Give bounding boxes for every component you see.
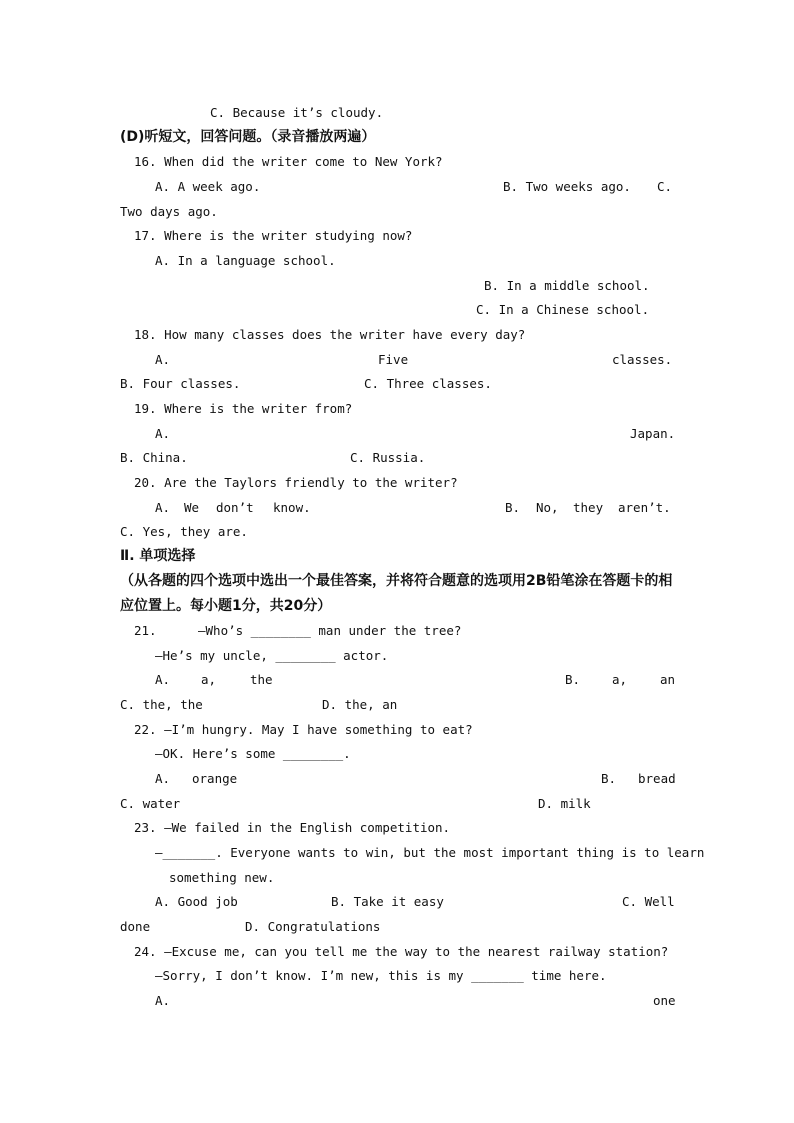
q22-option-b-label: B. xyxy=(601,771,617,786)
q18-option-b: B. Four classes. xyxy=(120,376,241,391)
q16-option-c-text: Two days ago. xyxy=(120,204,218,219)
q24-stem-line2: —Sorry, I don’t know. I’m new, this is my _______ time here. xyxy=(155,968,607,983)
q17-stem: 17. Where is the writer studying now? xyxy=(134,228,413,243)
q18-stem: 18. How many classes does the writer have every day? xyxy=(134,327,526,342)
q15-option-c: C. Because it’s cloudy. xyxy=(210,105,384,120)
q21-option-d: D. the, an xyxy=(322,697,398,712)
section-d-heading: (D)听短文，回答问题。（录音播放两遍） xyxy=(120,129,376,145)
q22-option-c: C. water xyxy=(120,796,181,811)
q23-stem-line3: something new. xyxy=(169,870,275,885)
q17-option-c: C. In a Chinese school. xyxy=(476,302,650,317)
q23-option-b: B. Take it easy xyxy=(331,894,444,909)
q22-option-a-text: orange xyxy=(192,771,238,786)
q23-option-a: A. Good job xyxy=(155,894,238,909)
q21-option-b-word1: a, xyxy=(612,672,628,687)
q18-option-c: C. Three classes. xyxy=(364,376,492,391)
q18-option-a-word1: Five xyxy=(378,352,409,367)
q20-option-c: C. Yes, they are. xyxy=(120,524,248,539)
q24-option-a-text: one xyxy=(653,993,676,1008)
q19-option-a-text: Japan. xyxy=(630,426,676,441)
q19-option-c: C. Russia. xyxy=(350,450,426,465)
q22-option-a-label: A. xyxy=(155,771,171,786)
q20-option-b-label: B. xyxy=(505,500,521,515)
q20-option-a-label: A. xyxy=(155,500,171,515)
q23-option-c-label: C. Well xyxy=(622,894,675,909)
q23-stem-line1: 23. —We failed in the English competition. xyxy=(134,820,451,835)
q23-option-d: D. Congratulations xyxy=(245,919,381,934)
section-2-heading: Ⅱ. 单项选择 xyxy=(120,548,196,564)
q22-option-d: D. milk xyxy=(538,796,591,811)
q22-stem-line1: 22. —I’m hungry. May I have something to eat? xyxy=(134,722,473,737)
q22-option-b-text: bread xyxy=(638,771,676,786)
q19-option-b: B. China. xyxy=(120,450,188,465)
q21-stem-line2: —He’s my uncle, ________ actor. xyxy=(155,648,389,663)
q19-option-a-label: A. xyxy=(155,426,171,441)
q24-stem-line1: 24. —Excuse me, can you tell me the way to the nearest railway station? xyxy=(134,944,669,959)
q20-stem: 20. Are the Taylors friendly to the writer? xyxy=(134,475,458,490)
q21-option-a-word1: a, xyxy=(201,672,217,687)
q24-option-a-label: A. xyxy=(155,993,171,1008)
q16-option-c-label: C. xyxy=(657,179,673,194)
q21-option-b-label: B. xyxy=(565,672,581,687)
q16-stem: 16. When did the writer come to New York? xyxy=(134,154,443,169)
q17-option-a: A. In a language school. xyxy=(155,253,336,268)
q21-number: 21. xyxy=(134,623,157,638)
q21-option-a-label: A. xyxy=(155,672,171,687)
q21-option-b-word2: an xyxy=(660,672,676,687)
q17-option-b: B. In a middle school. xyxy=(484,278,650,293)
q20-option-b-word3: aren’t. xyxy=(618,500,671,515)
q20-option-a-word3: know. xyxy=(273,500,311,515)
q18-option-a-word2: classes. xyxy=(612,352,673,367)
q19-stem: 19. Where is the writer from? xyxy=(134,401,353,416)
q18-option-a-label: A. xyxy=(155,352,171,367)
q16-option-a: A. A week ago. xyxy=(155,179,261,194)
q21-option-a-word2: the xyxy=(250,672,273,687)
q21-stem-line1: —Who’s ________ man under the tree? xyxy=(198,623,462,638)
q21-option-c: C. the, the xyxy=(120,697,203,712)
q22-stem-line2: —OK. Here’s some ________. xyxy=(155,746,351,761)
section-2-instructions-line1: （从各题的四个选项中选出一个最佳答案，并将符合题意的选项用2B铅笔涂在答题卡的相 xyxy=(120,573,673,589)
q23-stem-line2: —_______. Everyone wants to win, but the most important thing is to learn xyxy=(155,845,705,860)
q23-option-c-cont: done xyxy=(120,919,151,934)
section-2-instructions-line2: 应位置上。每小题1分，共20分） xyxy=(120,598,332,614)
q20-option-b-word1: No, xyxy=(536,500,559,515)
q20-option-b-word2: they xyxy=(573,500,604,515)
q20-option-a-word1: We xyxy=(184,500,200,515)
q20-option-a-word2: don’t xyxy=(216,500,254,515)
q16-option-b: B. Two weeks ago. xyxy=(503,179,631,194)
